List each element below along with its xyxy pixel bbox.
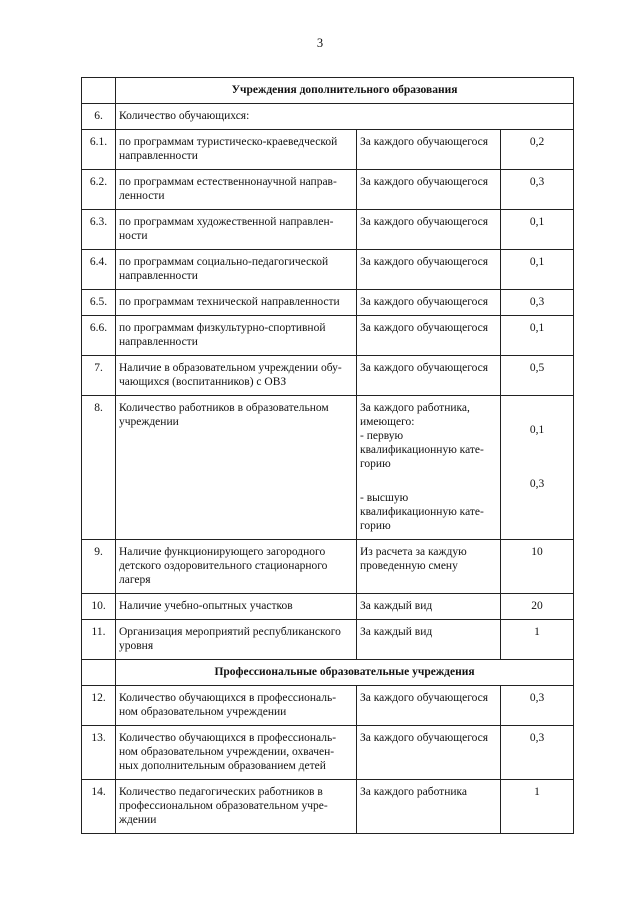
- value-highest-category: 0,3: [529, 478, 545, 490]
- row-number: 14.: [82, 780, 116, 834]
- row-basis: За каждого работника, имеющего: - первую квалификационную кате- горию - высшую квалификационную кате- горию: [357, 396, 501, 540]
- table-row: [82, 396, 574, 540]
- row-number: 11.: [82, 620, 116, 660]
- page-number: 3: [316, 36, 324, 50]
- row-number: 6.2.: [82, 170, 116, 210]
- table-row: [82, 356, 574, 396]
- section-header-row: [82, 660, 574, 686]
- row-basis: Из расчета за каждую проведенную смену: [357, 540, 501, 594]
- row-value: 10: [501, 540, 574, 594]
- row-basis: За каждого обучающегося: [357, 130, 501, 170]
- row-description: Количество обучающихся:: [116, 104, 574, 130]
- row-description: по программам художественной направлен- ности: [116, 210, 357, 250]
- row-basis: За каждого обучающегося: [357, 170, 501, 210]
- table-row: [82, 316, 574, 356]
- table-row: [82, 170, 574, 210]
- row-description: Наличие учебно-опытных участков: [116, 594, 357, 620]
- row-description: по программам социально-педагогической направленности: [116, 250, 357, 290]
- row-description: по программам технической направленности: [116, 290, 357, 316]
- row-number: 6.4.: [82, 250, 116, 290]
- row-basis: За каждый вид: [357, 594, 501, 620]
- row-value: 1: [501, 780, 574, 834]
- row-value: 0,3: [501, 686, 574, 726]
- table-row: [82, 726, 574, 780]
- row-basis: За каждого обучающегося: [357, 356, 501, 396]
- section-title: Профессиональные образовательные учреждения: [116, 660, 574, 686]
- row-value: 0,5: [501, 356, 574, 396]
- table-row: [82, 104, 574, 130]
- row-value: 1: [501, 620, 574, 660]
- row-number: 12.: [82, 686, 116, 726]
- row-number: 7.: [82, 356, 116, 396]
- table-row: [82, 540, 574, 594]
- row-value: 0,2: [501, 130, 574, 170]
- row-number: 13.: [82, 726, 116, 780]
- table-row: [82, 130, 574, 170]
- table-row: [82, 290, 574, 316]
- row-description: по программам туристическо-краеведческой направленности: [116, 130, 357, 170]
- row-basis: За каждый вид: [357, 620, 501, 660]
- table-row: [82, 620, 574, 660]
- row-basis: За каждого обучающегося: [357, 250, 501, 290]
- row-value: [501, 396, 574, 540]
- row-description: Количество обучающихся в профессиональ- ном образовательном учреждении, охвачен- ных дополнительным образованием детей: [116, 726, 357, 780]
- table-row: [82, 686, 574, 726]
- row-basis: За каждого обучающегося: [357, 316, 501, 356]
- row-number: 6.6.: [82, 316, 116, 356]
- value-first-category: 0,1: [529, 424, 545, 436]
- row-description: по программам естественнонаучной направ- ленности: [116, 170, 357, 210]
- row-basis: За каждого обучающегося: [357, 686, 501, 726]
- row-number: 6.: [82, 104, 116, 130]
- row-description: Организация мероприятий республиканского уровня: [116, 620, 357, 660]
- section-title: Учреждения дополнительного образования: [116, 78, 574, 104]
- row-basis: За каждого обучающегося: [357, 210, 501, 250]
- row-value: 0,3: [501, 726, 574, 780]
- table-row: [82, 210, 574, 250]
- row-basis: За каждого обучающегося: [357, 290, 501, 316]
- row-description: Количество работников в образовательном учреждении: [116, 396, 357, 540]
- row-description: Наличие в образовательном учреждении обу- чающихся (воспитанников) с ОВЗ: [116, 356, 357, 396]
- row-basis: За каждого работника: [357, 780, 501, 834]
- row-number: 6.5.: [82, 290, 116, 316]
- row-description: Количество обучающихся в профессиональ- ном образовательном учреждении: [116, 686, 357, 726]
- table-row: [82, 250, 574, 290]
- row-value: 0,1: [501, 316, 574, 356]
- table-row: [82, 594, 574, 620]
- row-value: 20: [501, 594, 574, 620]
- table-row: [82, 780, 574, 834]
- criteria-table: [81, 77, 574, 834]
- row-value: 0,3: [501, 290, 574, 316]
- row-number: 6.3.: [82, 210, 116, 250]
- row-number: 8.: [82, 396, 116, 540]
- row-number: 6.1.: [82, 130, 116, 170]
- row-description: по программам физкультурно-спортивной направленности: [116, 316, 357, 356]
- row-description: Наличие функционирующего загородного детского оздоровительного стационарного лагеря: [116, 540, 357, 594]
- row-number: 9.: [82, 540, 116, 594]
- row-basis: За каждого обучающегося: [357, 726, 501, 780]
- row-value: 0,3: [501, 170, 574, 210]
- row-description: Количество педагогических работников в профессиональном образовательном учре- ждении: [116, 780, 357, 834]
- row-value: 0,1: [501, 250, 574, 290]
- row-number: 10.: [82, 594, 116, 620]
- row-value: 0,1: [501, 210, 574, 250]
- section-header-row: [82, 78, 574, 104]
